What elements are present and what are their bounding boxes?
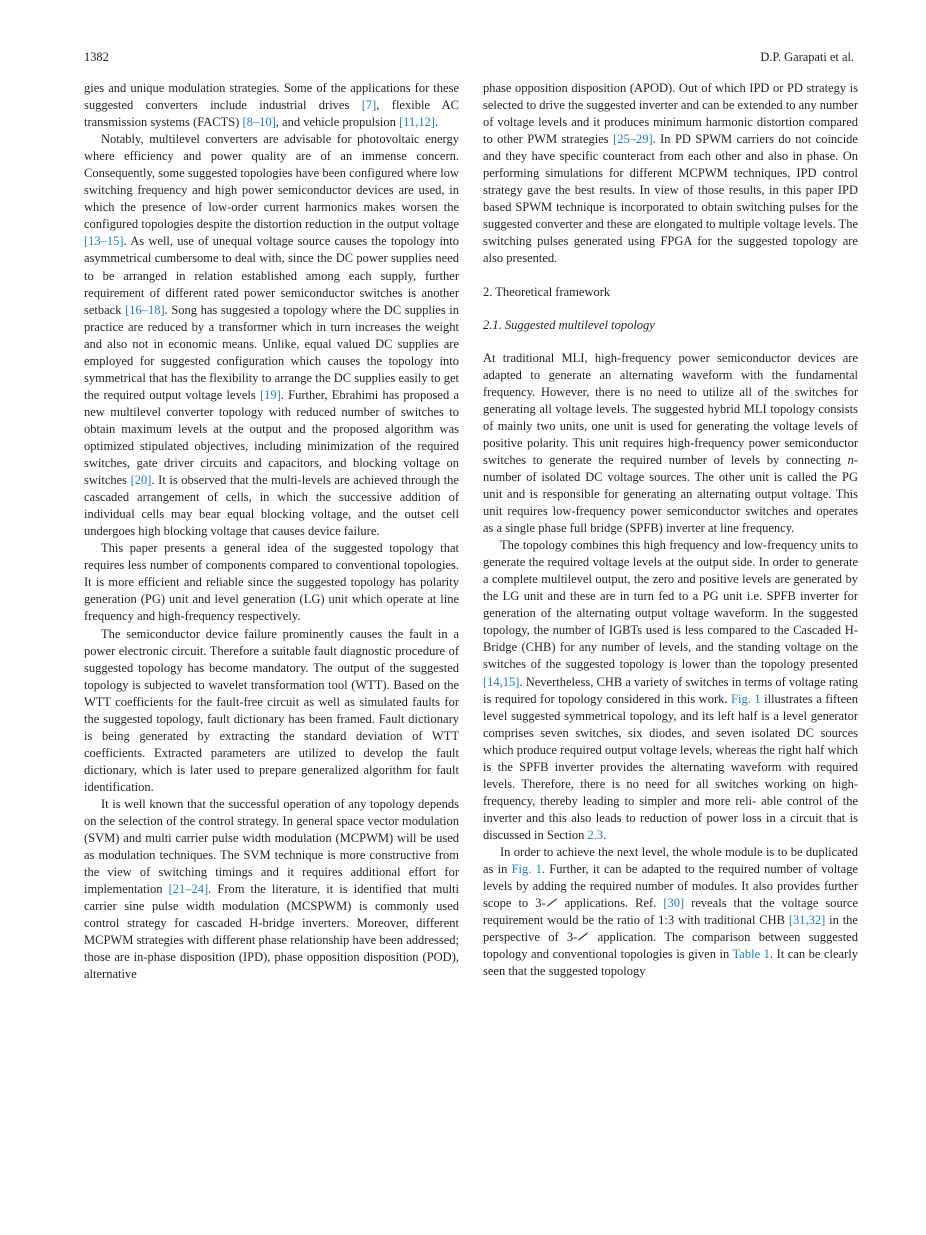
paragraph: phase opposition disposition (APOD). Out of which IPD or PD strategy is selected to drive the suggested inverter and can be extended to any number of voltage levels and it produces minimum harmonic distortion compared to other PWM strategies [25–29]. In PD SPWM carriers do not coincide and they have specific counteract from each other and also in phase. On performing simulations for different MCPWM techniques, IPD control strategy gave the best results. In view of those results, in this paper IPD based SPWM technique is incorporated to obtain switching pulses for the suggested converter and these are elongated to multiple voltage levels. The switching pulses generated using FPGA for the suggested topology are also presented. bbox=[483, 81, 858, 266]
paragraph: gies and unique modulation strategies. Some of the applications for these suggested converters include industrial drives [7], flexible AC transmission systems (FACTS) [8–10], and vehicle propulsion [11,12]. bbox=[84, 81, 459, 130]
figure-link[interactable]: Fig. 1 bbox=[511, 862, 542, 877]
citation-link[interactable]: [25–29] bbox=[613, 132, 653, 147]
citation-link[interactable]: [13–15] bbox=[84, 234, 124, 249]
paragraph: Notably, multilevel converters are advisable for photovoltaic energy where efficiency and power quality are of an immense concern. Consequently, some suggested topologies have been configured where low switching frequency and high power semiconductor devices are used, in which the presence of low-order current harmonics makes worsen the configured topologies despite the distortion reduction in the output voltage [13–15]. As well, use of unequal voltage source causes the topology into asymmetrical cumbersome to deal with, since the DC power supplies need to be arranged in relation established among each supply, further requirement of different rated power semiconductor switches is another setback [16–18]. Song has suggested a topology where the DC supplies in practice are reduced by a transformer which in turn increases the weight and also not in economic means. Unlike, equal valued DC supplies are employed for suggested configuration which causes the topology into symmetrical that has the flexibility to arrange the DC supplies easily to get the required output voltage levels [19]. Further, Ebrahimi has proposed a new multilevel converter topology with reduced number of switches to obtain maximum levels at the output and the proposed algorithm was optimized stipulated objectives, including minimization of the required switches, gate driver circuits and capacitors, and blocking voltage on switches [20]. It is observed that the multi-levels are achieved through the cascaded arrangement of cells, in which the successive addition of individual cells may bear equal blocking voltage, and the outset cell undergoes high blocking voltage that causes device failure. bbox=[84, 132, 459, 539]
citation-link[interactable]: [20] bbox=[130, 473, 152, 488]
paragraph: The topology combines this high frequency and low-frequency units to generate the required voltage levels at the output side. In order to generate a complete multilevel output, the zero and positive levels are generated by the LG unit and these are in turn fed to a PG unit i.e. SPFB inverter for generation of the alternating output voltage waveform. In the suggested topology, the number of IGBTs used is less compared to the Cascaded H-Bridge (CHB) for any number of levels, and the standing voltage on the switches of the suggested topology is lower than the topology presented [14,15]. Nevertheless, CHB a variety of switches in terms of voltage rating is required for topology considered in this work. Fig. 1 illustrates a fifteen level suggested symmetrical topology, and its left half is a level generator comprises seven switches, six diodes, and seven isolated DC sources which produce required output voltage levels, whereas the right half which is the SPFB inverter provides the alternating waveform with required levels. Therefore, there is no need for all switches working on high-frequency, thereby leading to simpler and more reli- able control of the inverter and this also leads to reduction of power loss in a circuit that is discussed in Section 2.3. bbox=[483, 538, 858, 842]
citation-link[interactable]: [8–10] bbox=[242, 115, 276, 130]
paragraph: At traditional MLI, high-frequency power semiconductor devices are adapted to generate an alternating waveform with the fundamental frequency. However, there is no need to utilize all of the switches for generating all voltage levels. The suggested hybrid MLI topology consists of mainly two units, one unit is used for generating the voltage levels of positive polarity. This unit requires high-frequency power semiconductor switches to generate the required number of levels by connecting n-number of isolated DC voltage sources. The other unit is called the PG unit and is responsible for generating an alternating output voltage. This unit requires low-frequency power semiconductor switches and operates as a single phase full bridge (SPFB) inverter at line frequency. bbox=[483, 350, 858, 536]
section-link[interactable]: 2.3 bbox=[587, 827, 604, 842]
citation-link[interactable]: [16–18] bbox=[125, 302, 165, 317]
paragraph: This paper presents a general idea of the suggested topology that requires less number of components compared to conventional topologies. It is more efficient and reliable since the suggested topology has polarity generation (PG) unit and level generation (LG) unit which operate at line frequency and high-frequency respectively. bbox=[84, 541, 459, 624]
section-heading: 2. Theoretical framework bbox=[483, 284, 611, 299]
paragraph: In order to achieve the next level, the whole module is to be duplicated as in Fig. 1. Further, it can be adapted to the required number of voltage levels by adding the required number of modules. It also provides further scope to 3- applications. Ref. [30] reveals that the voltage source requirement would be the ratio of 1:3 with traditional CHB [31,32] in the perspective of 3- application. The comparison between suggested topology and conventional topologies is given in Table 1. It can be clearly seen that the suggested topology bbox=[483, 844, 859, 979]
citation-link[interactable]: [19] bbox=[259, 387, 281, 402]
citation-link[interactable]: [11,12] bbox=[399, 115, 436, 130]
phase-symbol-icon bbox=[577, 932, 589, 942]
citation-link[interactable]: [31,32] bbox=[788, 913, 826, 928]
phase-symbol-icon bbox=[546, 898, 558, 908]
paragraph: The semiconductor device failure prominently causes the fault in a power electronic circuit. Therefore a suitable fault diagnostic procedure of suggested topology has become mandatory. The output of the suggested topology is subjected to wavelet transformation tool (WTT). Based on the WTT coefficients for the fault-free circuit as well as simulated faults for the suggested topology, fault dictionary has been framed. Fault dictionary is being generated by extracting the standard deviation of WTT coefficients. Extracted parameters are utilized to develop the fault dictionary, which is later used to prepare generalized algorithm for fault identification. bbox=[84, 626, 459, 794]
citation-link[interactable]: [30] bbox=[663, 896, 685, 911]
paragraph: It is well known that the successful operation of any topology depends on the selection of the control strategy. In general space vector modulation (SVM) and multi carrier pulse width modulation (MCPWM) will be used as modulation techniques. The SVM technique is more constructive from the view of switching timings and it requires additional effort for implementation [21–24]. From the literature, it is identified that multi carrier sine pulse width modulation (MCSPWM) is commonly used control strategy for cascaded H-bridge inverters. Moreover, different MCPWM strategies with different phase relationship have been addressed; those are in-phase disposition (IPD), phase opposition disposition (POD), alternative bbox=[84, 796, 459, 982]
citation-link[interactable]: [21–24] bbox=[168, 882, 209, 897]
subsection-heading: 2.1. Suggested multilevel topology bbox=[483, 317, 655, 332]
citation-link[interactable]: [7] bbox=[361, 98, 377, 113]
running-head-authors: D.P. Garapati et al. bbox=[760, 50, 854, 64]
left-column bbox=[84, 80, 459, 983]
table-link[interactable]: Table 1 bbox=[732, 947, 770, 962]
right-column bbox=[483, 80, 858, 980]
citation-link[interactable]: [14,15] bbox=[483, 674, 520, 689]
figure-link[interactable]: Fig. 1 bbox=[731, 691, 761, 706]
page-number: 1382 bbox=[84, 50, 109, 64]
